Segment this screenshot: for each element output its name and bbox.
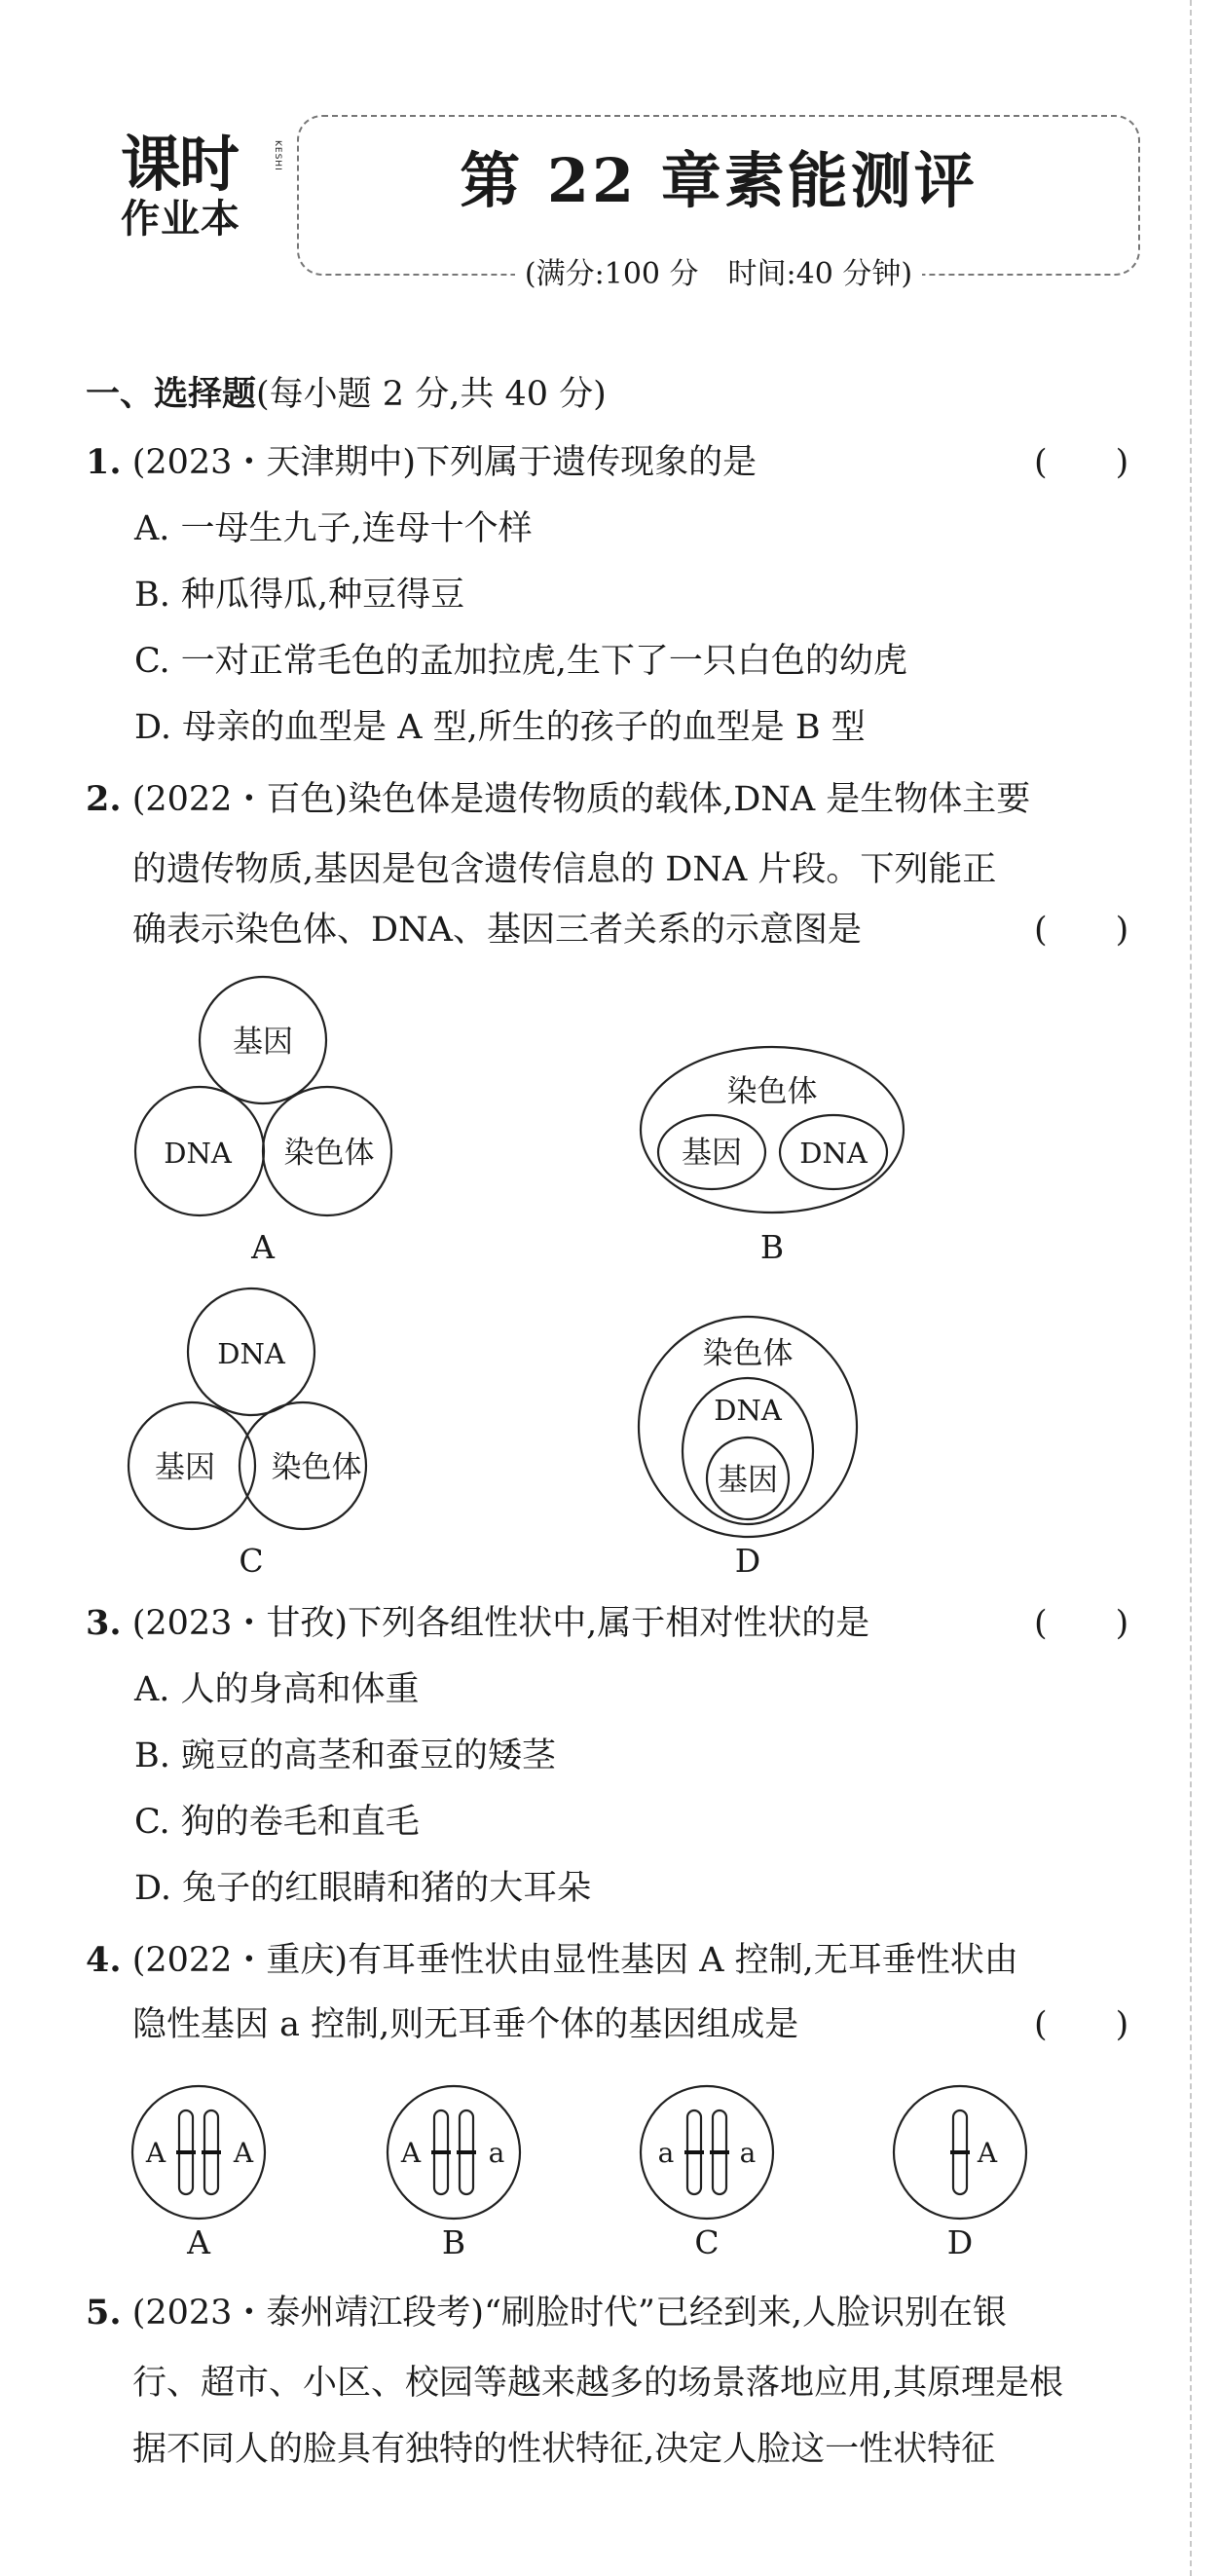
question-number: 5. [86,2293,122,2333]
option-1c: C. 一对正常毛色的孟加拉虎,生下了一只白色的幼虎 [134,642,907,681]
option-3b: B. 豌豆的高茎和蚕豆的矮茎 [134,1736,556,1775]
question-4-stem-line2: 隐性基因 a 控制,则无耳垂个体的基因组成是 [132,2005,799,2044]
question-text: (2023・泰州靖江段考)“刷脸时代”已经到来,人脸识别在银 [131,2294,1007,2333]
diagram-a-caption: A [251,1228,275,1266]
diagram-c-top-label: DNA [217,1337,285,1370]
diagram-d-middle-label: DNA [714,1394,782,1427]
question-number: 4. [86,1940,122,1980]
question-text: (2023・天津期中)下列属于遗传现象的是 [131,443,757,482]
option-1b: B. 种瓜得瓜,种豆得豆 [134,576,465,615]
question-text: (2022・重庆)有耳垂性状由显性基因 A 控制,无耳垂性状由 [131,1941,1018,1980]
answer-blank-4[interactable]: ( ) [1034,2005,1129,2044]
cell-b-caption: B [441,2223,466,2261]
cell-b-right-allele: a [488,2137,505,2169]
diagram-b-caption: B [759,1228,785,1266]
answer-blank-1[interactable]: ( ) [1034,443,1129,482]
answer-blank-3[interactable]: ( ) [1034,1604,1129,1643]
option-3d: D. 兔子的红眼睛和猪的大耳朵 [134,1869,592,1908]
logo-line1: 课时 [121,129,239,200]
cell-a-right-allele: A [233,2137,254,2169]
section-note: (每小题 2 分,共 40 分) [256,375,607,414]
logo-side-text: KESHI [273,140,282,171]
question-2-stem-line2: 的遗传物质,基因是包含遗传信息的 DNA 片段。下列能正 [132,850,997,889]
question-text: (2022・百色)染色体是遗传物质的载体,DNA 是生物体主要 [131,780,1031,819]
diagram-d-caption: D [734,1542,761,1580]
question-5-stem-line1 [86,2291,1007,2335]
question-number: 1. [86,442,122,482]
score-time-info: (满分:100 分 时间:40 分钟) [515,257,922,291]
diagram-a-right-label: 染色体 [283,1136,375,1171]
question-number: 3. [86,1603,122,1643]
answer-blank-2[interactable]: ( ) [1034,911,1129,950]
cell-c-caption: C [694,2223,720,2261]
diagram-a-top-label: 基因 [233,1025,293,1060]
diagram-c-caption: C [239,1542,264,1580]
cell-c-left-allele: a [657,2137,675,2169]
cell-d-right-allele: A [977,2137,998,2169]
diagram-a-left-label: DNA [164,1137,232,1170]
option-3a: A. 人的身高和体重 [134,1670,420,1709]
cell-a-left-allele: A [145,2137,166,2169]
diagram-b-left-label: 基因 [682,1136,742,1171]
cell-b-left-allele: A [400,2137,422,2169]
section-title: 一、选择题 [86,375,257,414]
question-text: (2023・甘孜)下列各组性状中,属于相对性状的是 [131,1604,870,1643]
diagram-d-outer-label: 染色体 [702,1336,794,1371]
question-number: 2. [86,779,122,819]
diagram-b-outer-label: 染色体 [726,1074,818,1109]
diagram-d-inner-label: 基因 [718,1463,778,1498]
question-2-stem-line3: 确表示染色体、DNA、基因三者关系的示意图是 [132,911,862,950]
diagram-c-right-label: 染色体 [271,1450,362,1485]
logo-line2: 作业本 [121,197,240,242]
option-3c: C. 狗的卷毛和直毛 [134,1803,420,1842]
option-1a: A. 一母生九子,连母十个样 [134,509,533,548]
question-5-stem-line2: 行、超市、小区、校园等越来越多的场景落地应用,其原理是根 [132,2364,1064,2403]
cell-c-right-allele: a [739,2137,757,2169]
question-5-stem-line3: 据不同人的脸具有独特的性状特征,决定人脸这一性状特征 [132,2430,996,2469]
cell-d-caption: D [946,2223,974,2261]
cell-a-caption: A [187,2223,210,2261]
diagram-b-right-label: DNA [799,1137,868,1170]
page-title: 第 22 章素能测评 [460,145,978,216]
option-1d: D. 母亲的血型是 A 型,所生的孩子的血型是 B 型 [134,708,866,747]
diagram-c-left-label: 基因 [155,1450,215,1485]
